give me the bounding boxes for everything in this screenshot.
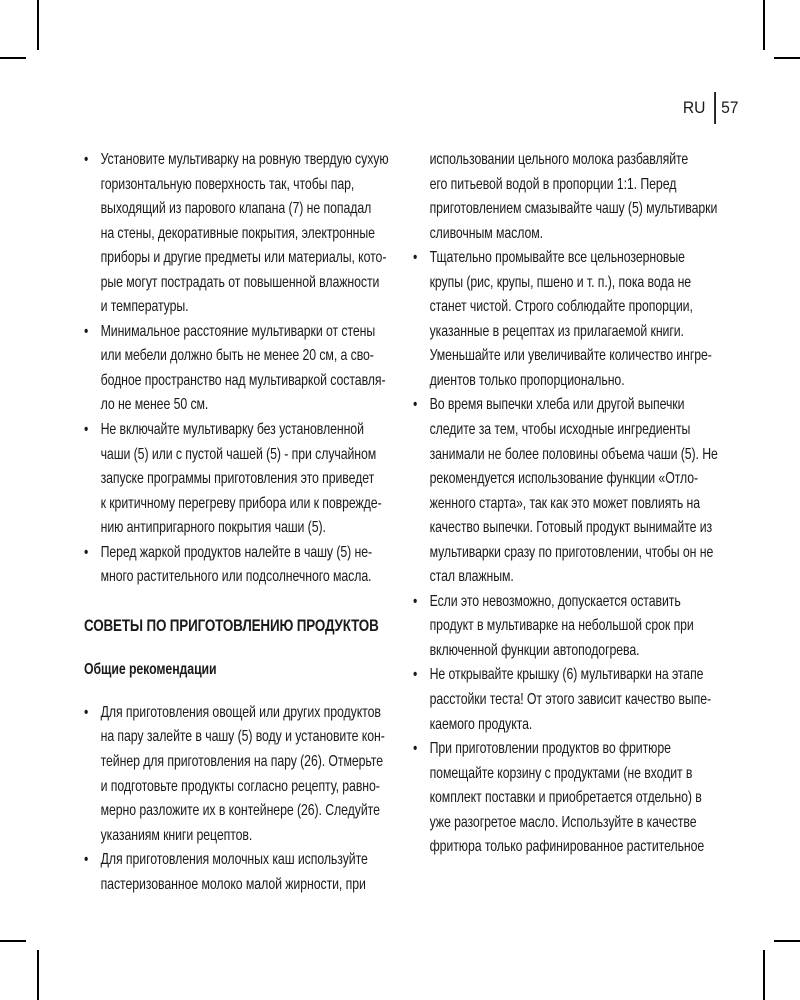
text-line: занимали не более половины объема чаши (5). Не — [429, 445, 718, 463]
text-line: тейнер для приготовления на пару (26). Отмерьте — [100, 753, 384, 771]
text-line: • Перед жаркой продуктов налейте в чашу (5) не- — [100, 543, 373, 561]
text-line: много растительного или подсолнечного масла. — [100, 568, 372, 586]
text-line: уже разогретое масло. Используйте в качестве — [429, 813, 697, 831]
text-line: выходящий из парового клапана (7) не попадал — [100, 200, 372, 218]
text-line: следите за тем, чтобы исходные ингредиенты — [429, 421, 691, 439]
text-line: каемого продукта. — [429, 715, 533, 733]
text-line: • При приготовлении продуктов во фритюре — [429, 740, 671, 758]
text-line: помещайте корзину с продуктами (не входит в — [429, 764, 693, 782]
text-line: указаниям книги рецептов. — [100, 826, 253, 844]
crop-mark — [0, 57, 26, 59]
list-item — [84, 148, 400, 320]
safety-list — [84, 148, 400, 590]
text-line: фритюра только рафинированное растительное — [429, 838, 705, 856]
text-line: • Во время выпечки хлеба или другой выпечки — [429, 396, 685, 414]
list-item — [413, 737, 729, 860]
text-line: мерно разложите их в контейнере (26). Следуйте — [100, 802, 380, 820]
text-line: запуске программы приготовления это приведет — [100, 470, 375, 488]
text-line: сливочным маслом. — [429, 224, 543, 242]
text-line: • Установите мультиварку на ровную твердую сухую — [100, 151, 389, 168]
crop-mark — [763, 0, 765, 50]
text-line: его питьевой водой в пропорции 1:1. Перед — [429, 175, 677, 193]
text-line: бодное пространство над мультиваркой составля- — [100, 371, 386, 389]
list-item — [84, 320, 400, 418]
text-line: или мебели должно быть не менее 20 см, а сво- — [100, 347, 374, 365]
text-line: диентов только пропорционально. — [429, 371, 625, 389]
text-line: на стены, декоративные покрытия, электронные — [100, 224, 375, 242]
list-item — [413, 393, 729, 589]
left-column — [84, 148, 400, 897]
text-line: на пару залейте в чашу (5) воду и установите кон- — [100, 728, 385, 746]
page-header — [682, 92, 738, 124]
right-column — [413, 148, 729, 860]
text-line: комплект поставки и приобретается отдельно) в — [429, 789, 702, 807]
list-item — [413, 590, 729, 664]
text-line: расстойки теста! От этого зависит качество выпе- — [429, 691, 712, 709]
text-line: и температуры. — [100, 298, 189, 316]
crop-mark — [763, 950, 765, 1000]
text-line: качество выпечки. Готовый продукт вынимайте из — [429, 519, 713, 537]
text-line: • Для приготовления овощей или других продуктов — [100, 703, 381, 721]
list-item — [413, 663, 729, 737]
subsection-title: Общие рекомендации — [84, 661, 217, 679]
text-line: приготовлением смазывайте чашу (5) мультиварки — [429, 200, 718, 218]
language-code: RU — [682, 98, 705, 117]
text-line: • Если это невозможно, допускается оставить — [429, 592, 681, 610]
list-item — [84, 701, 400, 848]
text-line: ло не менее 50 см. — [100, 396, 209, 414]
text-line: к критичному перегреву прибора или к поврежде- — [100, 494, 382, 512]
text-line: рекомендуется использование функции «Отло- — [429, 470, 699, 488]
text-line: станет чистой. Строго соблюдайте пропорции, — [429, 298, 693, 316]
text-line: • Минимальное расстояние мультиварки от стены — [100, 322, 376, 340]
text-line: нию антипригарного покрытия чаши (5). — [100, 519, 326, 537]
text-line: • Не включайте мультиварку без установленной — [100, 421, 364, 439]
text-line: приборы и другие предметы или материалы, кото- — [100, 249, 387, 267]
text-line: горизонтальную поверхность так, чтобы пар, — [100, 175, 355, 193]
text-line: мультиварки сразу по приготовлении, чтобы он не — [429, 543, 714, 561]
text-line: пастеризованное молоко малой жирности, при — [100, 875, 366, 893]
list-item — [413, 246, 729, 393]
text-line: продукт в мультиварке на небольшой срок при — [429, 617, 694, 635]
list-item — [84, 848, 400, 897]
text-line: включенной функции автоподогрева. — [429, 641, 640, 659]
page-number: 57 — [720, 98, 738, 117]
text-line: указанные в рецептах из прилагаемой книги. — [429, 322, 684, 340]
crop-mark — [37, 950, 39, 1000]
text-line: Уменьшайте или увеличивайте количество ингре- — [429, 347, 712, 365]
recommendations-list-continued — [413, 246, 729, 860]
section-title: СОВЕТЫ ПО ПРИГОТОВЛЕНИЮ ПРОДУКТОВ — [84, 615, 379, 635]
list-item — [84, 541, 400, 590]
list-item — [84, 418, 400, 541]
header-divider — [713, 92, 715, 124]
crop-mark — [774, 940, 800, 942]
recommendations-list — [84, 701, 400, 897]
text-line: • Для приготовления молочных каш используйте — [100, 851, 368, 869]
text-line: использовании цельного молока разбавляйте — [429, 151, 689, 168]
crop-mark — [37, 0, 39, 50]
text-line: стал влажным. — [429, 568, 514, 586]
crop-mark — [774, 57, 800, 59]
text-line: • Не открывайте крышку (6) мультиварки на этапе — [429, 666, 704, 684]
text-line: • Тщательно промывайте все цельнозерновые — [429, 249, 685, 267]
text-line: и подготовьте продукты согласно рецепту, равно- — [100, 777, 380, 795]
text-line: рые могут пострадать от повышенной влажности — [100, 273, 380, 291]
continued-paragraph — [413, 148, 729, 246]
text-line: чаши (5) или с пустой чашей (5) - при случайном — [100, 445, 377, 463]
text-line: женного старта», так как это может повлиять на — [429, 494, 701, 512]
text-line: крупы (рис, крупы, пшено и т. п.), пока вода не — [429, 273, 692, 291]
crop-mark — [0, 940, 26, 942]
